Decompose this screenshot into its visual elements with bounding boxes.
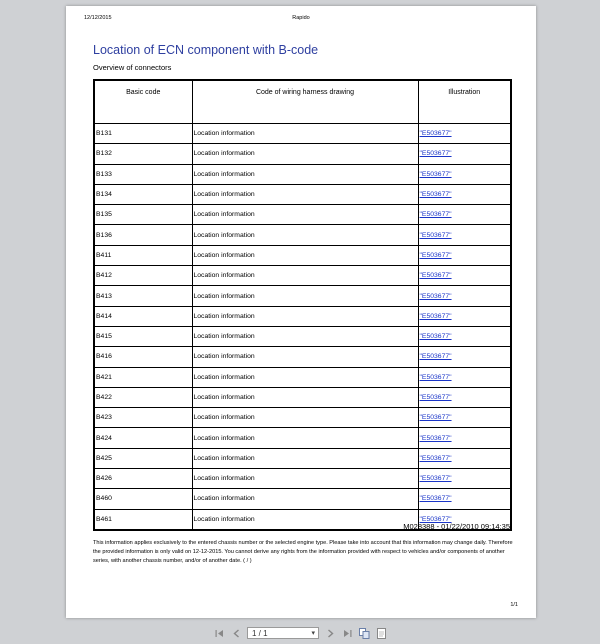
basic-code-cell: B134 [94,184,192,204]
basic-code-cell: B460 [94,489,192,509]
chevron-down-icon: ▾ [311,630,315,637]
page-selector[interactable] [247,627,319,639]
wiring-code-cell: Location information [192,164,418,184]
illustration-cell [418,144,511,164]
previous-page-icon[interactable] [230,626,242,640]
table-row [94,225,511,245]
wiring-code-cell: Location information [192,144,418,164]
illustration-link[interactable]: "E503677" [419,495,452,503]
wiring-code-cell: Location information [192,286,418,306]
header-date: 12/12/2015 [84,15,112,21]
table-row [94,184,511,204]
disclaimer-text: This information applies exclusively to the entered chassis number or the selected engine type. Please take into account that this information may change daily. Therefore the provided information is only valid on 12-12-2015. You cannot derive any rights from the information provided with respect to vehicles and/or components of another series, with another chassis number, and/or of another date. ( / ) [93,540,513,564]
table-row [94,489,511,509]
illustration-link[interactable]: "E503677" [419,170,452,178]
document-title: Location of ECN component with B-code [93,43,319,57]
basic-code-cell: B461 [94,509,192,530]
illustration-link[interactable]: "E503677" [419,333,452,341]
table-row [94,469,511,489]
illustration-link[interactable]: "E503677" [419,312,452,320]
document-subtitle: Overview of connectors [93,63,172,72]
basic-code-cell: B422 [94,387,192,407]
illustration-link[interactable]: "E503677" [419,434,452,442]
wiring-code-cell: Location information [192,205,418,225]
illustration-link[interactable]: "E503677" [419,272,452,280]
column-header-wiring-code: Code of wiring harness drawing [192,80,418,124]
illustration-cell [418,306,511,326]
illustration-link[interactable]: "E503677" [419,475,452,483]
illustration-link[interactable]: "E503677" [419,454,452,462]
illustration-cell [418,489,511,509]
basic-code-cell: B426 [94,469,192,489]
illustration-link[interactable]: "E503677" [419,150,452,158]
illustration-cell [418,286,511,306]
illustration-cell [418,245,511,265]
wiring-code-cell: Location information [192,184,418,204]
illustration-cell [418,469,511,489]
illustration-link[interactable]: "E503677" [419,231,452,239]
wiring-code-cell: Location information [192,469,418,489]
wiring-code-cell: Location information [192,347,418,367]
wiring-code-cell: Location information [192,387,418,407]
wiring-code-cell: Location information [192,367,418,387]
illustration-cell [418,428,511,448]
table-row [94,205,511,225]
illustration-link[interactable]: "E503677" [419,251,452,259]
illustration-cell [418,448,511,468]
wiring-code-cell: Location information [192,245,418,265]
fit-width-icon[interactable] [375,626,387,640]
basic-code-cell: B132 [94,144,192,164]
pdf-page [66,6,536,618]
basic-code-cell: B416 [94,347,192,367]
next-page-icon[interactable] [324,626,336,640]
basic-code-cell: B133 [94,164,192,184]
wiring-code-cell: Location information [192,225,418,245]
table-row [94,286,511,306]
wiring-code-cell: Location information [192,326,418,346]
illustration-link[interactable]: "E503677" [419,414,452,422]
illustration-cell [418,225,511,245]
table-header-row [94,80,511,124]
illustration-link[interactable]: "E503677" [419,394,452,401]
illustration-cell [418,387,511,407]
wiring-code-cell: Location information [192,448,418,468]
wiring-code-cell: Location information [192,509,418,530]
basic-code-cell: B135 [94,205,192,225]
page-number: 1/1 [510,602,518,608]
illustration-link[interactable]: "E503677" [419,130,452,138]
illustration-link[interactable]: "E503677" [419,373,452,381]
basic-code-cell: B415 [94,326,192,346]
illustration-link[interactable]: "E503677" [419,353,452,361]
document-stamp: M028388 - 01/22/2010 09:14:35 [403,522,510,531]
page-selector-value: 1 / 1 [252,628,268,638]
illustration-link[interactable]: "E503677" [419,191,452,199]
wiring-code-cell: Location information [192,124,418,144]
basic-code-cell: B413 [94,286,192,306]
table-row [94,124,511,144]
illustration-link[interactable]: "E503677" [419,211,452,219]
header-title: Rapido [292,15,310,21]
basic-code-cell: B136 [94,225,192,245]
basic-code-cell: B411 [94,245,192,265]
column-header-basic-code: Basic code [94,80,192,124]
basic-code-cell: B425 [94,448,192,468]
table-row [94,347,511,367]
table-row [94,326,511,346]
wiring-code-cell: Location information [192,408,418,428]
illustration-cell [418,326,511,346]
illustration-cell [418,408,511,428]
connectors-table [93,79,512,531]
table-row [94,164,511,184]
illustration-cell [418,184,511,204]
illustration-cell [418,124,511,144]
fit-page-icon[interactable] [358,626,370,640]
illustration-link[interactable]: "E503677" [419,515,452,523]
illustration-cell [418,347,511,367]
table-row [94,245,511,265]
table-row [94,266,511,286]
wiring-code-cell: Location information [192,266,418,286]
basic-code-cell: B423 [94,408,192,428]
illustration-cell [418,367,511,387]
table-row [94,144,511,164]
illustration-cell [418,205,511,225]
wiring-code-cell: Location information [192,306,418,326]
table-row [94,387,511,407]
illustration-cell [418,164,511,184]
illustration-link[interactable]: "E503677" [419,292,452,300]
table-row [94,306,511,326]
basic-code-cell: B421 [94,367,192,387]
basic-code-cell: B414 [94,306,192,326]
table-row [94,428,511,448]
basic-code-cell: B131 [94,124,192,144]
basic-code-cell: B412 [94,266,192,286]
viewer-toolbar [0,622,600,644]
column-header-illustration: Illustration [418,80,511,124]
basic-code-cell: B424 [94,428,192,448]
illustration-cell [418,266,511,286]
wiring-code-cell: Location information [192,489,418,509]
table-row [94,448,511,468]
last-page-icon[interactable] [341,626,353,640]
table-row [94,367,511,387]
first-page-icon[interactable] [213,626,225,640]
table-row [94,408,511,428]
wiring-code-cell: Location information [192,428,418,448]
